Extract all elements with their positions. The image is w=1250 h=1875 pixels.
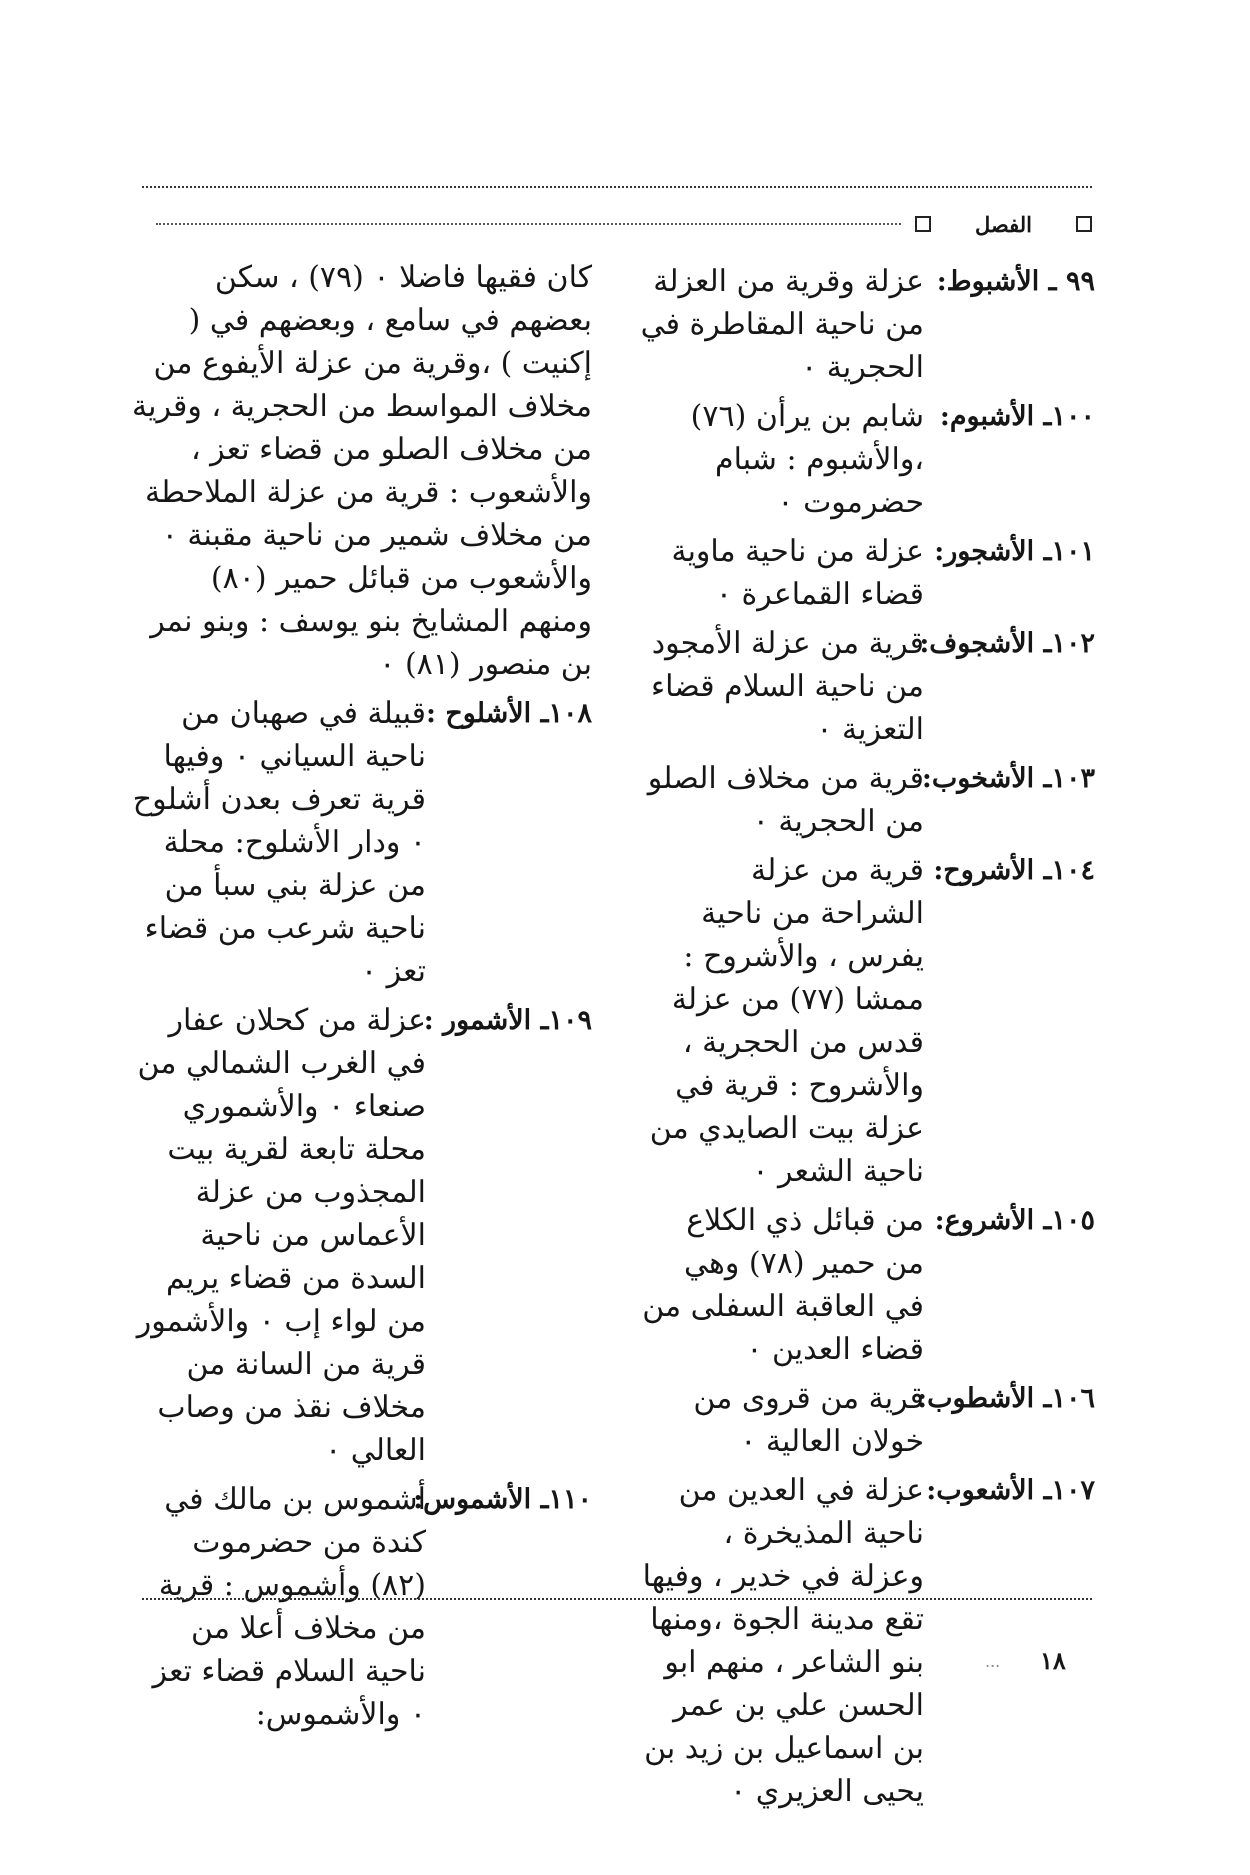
entry-definition: قرية من عزلة الأمجود من ناحية السلام قضاء التعزية ٠ — [650, 626, 924, 747]
header-title: الفصل — [975, 211, 1032, 237]
square-ornament-icon — [1076, 216, 1092, 232]
entry-term: ١٠٤ـ الأشروح: — [933, 855, 1095, 886]
entry-definition: أشموس بن مالك في كندة من حضرموت (٨٢) وأشموس : قرية من مخلاف أعلا من ناحية السلام قضاء تعز ٠ والأشموس: — [152, 1482, 426, 1732]
entry-term: ١٠١ـ الأشجور: — [934, 536, 1095, 567]
entry-term: ١٠٥ـ الأشروع: — [934, 1205, 1095, 1236]
entry — [132, 692, 592, 993]
top-rule — [142, 186, 1092, 188]
entry-definition: قرية من عزلة الشراحة من ناحية يفرس ، والأشروح : ممشا (٧٧) من عزلة قدس من الحجرية ، والأشروح : قرية في عزلة بيت الصايدي من ناحية الشعر ٠ — [649, 853, 924, 1189]
entry-term: ١٠٦ـ الأشطوب: — [917, 1383, 1095, 1414]
right-column — [640, 260, 1095, 1819]
entry — [640, 1199, 1095, 1371]
entry-term: ١٠٠ـ الأشبوم: — [939, 401, 1095, 432]
entry — [640, 530, 1095, 616]
entry — [640, 1469, 1095, 1813]
entry-definition: قرية من مخلاف الصلو من الحجرية ٠ — [647, 761, 924, 839]
entry — [640, 849, 1095, 1193]
entry-definition: من قبائل ذي الكلاع من حمير (٧٨) وهي في العاقبة السفلى من قضاء العدين ٠ — [642, 1203, 924, 1367]
continuation-paragraph: كان فقيها فاضلا ٠ (٧٩) ، سكن بعضهم في سامع ، وبعضهم في ( إكنيت ) ،وقرية من عزلة الأيفوع من مخلاف المواسط من الحجرية ، وقرية من مخلاف الصلو من قضاء تعز ، والأشعوب : قرية من عزلة الملاحطة من مخلاف شمير من ناحية مقبنة ٠ والأشعوب من قبائل حمير (٨٠) ومنهم المشايخ بنو يوسف : وبنو نمر بن منصور (٨١) ٠ — [132, 260, 592, 682]
entry-definition: عزلة من كحلان عفار في الغرب الشمالي من صنعاء ٠ والأشموري محلة تابعة لقرية بيت المجذوب من عزلة الأعماس من ناحية السدة من قضاء يريم من لواء إب ٠ والأشمور قرية من السانة من مخلاف نقذ من وصاب العالي ٠ — [136, 1003, 426, 1468]
entry — [640, 1377, 1095, 1463]
entry-definition: شابم بن يرأن (٧٦) ،والأشبوم : شبام حضرموت ٠ — [690, 399, 924, 520]
entry — [640, 622, 1095, 751]
square-ornament-icon — [915, 216, 931, 232]
left-column — [132, 256, 592, 1742]
entry-definition: عزلة من ناحية ماوية قضاء القماعرة ٠ — [671, 534, 924, 612]
page-number: ١٨ — [1040, 1646, 1066, 1675]
entry-definition: عزلة في العدين من ناحية المذيخرة ، وعزلة في خدير ، وفيها تقع مدينة الجوة ،ومنها بنو الشاعر ، منهم ابو الحسن علي بن عمر بن اسماعيل بن زيد بن يحيى العزيري ٠ — [642, 1473, 924, 1809]
entry-definition: قبيلة في صهبان من ناحية السياني ٠ وفيها قرية تعرف بعدن أشلوح ٠ ودار الأشلوح: محلة من عزلة بني سبأ من ناحية شرعب من قضاء تعز ٠ — [132, 696, 426, 989]
entry — [132, 999, 592, 1472]
entry-term: ١٠٩ـ الأشمور : — [423, 1005, 592, 1036]
header-dotted-line — [156, 223, 901, 225]
entry-term: ١١٠ـ الأشموس: — [413, 1484, 592, 1515]
bottom-rule — [142, 1598, 1092, 1600]
entry-term: ١٠٨ـ الأشلوح : — [425, 698, 592, 729]
page-marks: ... — [985, 1652, 1001, 1671]
entry — [132, 1478, 592, 1736]
running-header — [142, 206, 1092, 242]
entry-term: ٩٩ ـ الأشبوط: — [936, 266, 1095, 297]
entry — [640, 395, 1095, 524]
entry — [640, 757, 1095, 843]
entry-definition: عزلة وقرية من العزلة من ناحية المقاطرة في الحجرية ٠ — [640, 264, 924, 385]
entry-term: ١٠٢ـ الأشجوف: — [919, 628, 1095, 659]
entry-term: ١٠٣ـ الأشخوب: — [921, 763, 1095, 794]
entry-definition: قرية من قروى من خولان العالية ٠ — [693, 1381, 924, 1459]
entry — [640, 260, 1095, 389]
entry-term: ١٠٧ـ الأشعوب: — [926, 1475, 1095, 1506]
